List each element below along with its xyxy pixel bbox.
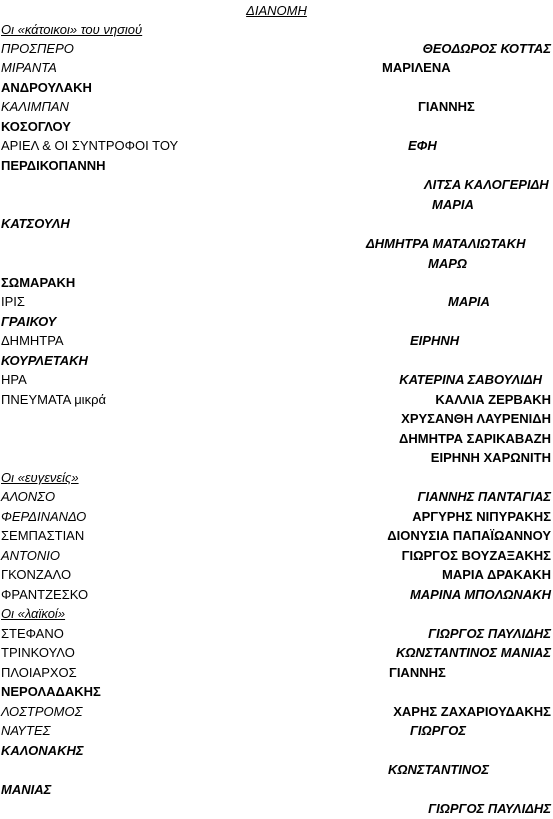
actor-surname: ΓΡΑΙΚΟΥ: [1, 314, 57, 329]
cast-line: [0, 799, 553, 819]
role-name: ΗΡΑ: [1, 372, 27, 387]
actor-name: ΜΑΡΙΑ: [432, 197, 474, 212]
actor-surname: ΜΑΝΙΑΣ: [1, 782, 52, 797]
cast-line: [0, 565, 553, 585]
actor-surname: ΣΩΜΑΡΑΚΗ: [1, 275, 76, 290]
cast-line: [0, 58, 553, 78]
actor-surname: ΠΕΡΔΙΚΟΠΑΝΝΗ: [1, 158, 106, 173]
role-name: ΔΗΜΗΤΡΑ: [1, 333, 64, 348]
cast-line: [0, 156, 553, 176]
section-heading-inhabitants: Οι «κάτοικοι» του νησιού: [1, 22, 143, 37]
cast-line: [0, 585, 553, 605]
role-name: ΣΤΕΦΑΝΟ: [1, 626, 64, 641]
cast-line: [0, 487, 553, 507]
actor-name: ΜΑΡΙΝΑ ΜΠΟΛΩΝΑΚΗ: [409, 587, 551, 602]
title-line: [0, 1, 553, 21]
actor-name: ΑΡΓΥΡΗΣ ΝΙΠΥΡΑΚΗΣ: [412, 509, 551, 524]
actor-name: ΓΙΑΝΝΗΣ ΠΑΝΤΑΓΙΑΣ: [417, 489, 551, 504]
role-name: ΑΝΤΟΝΙΟ: [1, 548, 60, 563]
actor-name: ΓΙΩΡΓΟΣ: [410, 723, 467, 738]
actor-name: ΓΙΩΡΓΟΣ ΠΑΥΛΙΔΗΣ: [428, 801, 551, 816]
cast-line: [0, 741, 553, 761]
cast-line: [0, 780, 553, 800]
actor-name: ΚΑΤΕΡΙΝΑ ΣΑΒΟΥΛΙΔΗ: [399, 372, 542, 387]
cast-line: [0, 136, 553, 156]
cast-line: [0, 663, 553, 683]
role-name: ΣΕΜΠΑΣΤΙΑΝ: [1, 528, 85, 543]
role-name: ΝΑΥΤΕΣ: [1, 723, 51, 738]
cast-line: [0, 429, 553, 449]
cast-line: [0, 312, 553, 332]
cast-line: [0, 624, 553, 644]
role-name: ΑΛΟΝΣΟ: [1, 489, 56, 504]
cast-line: [0, 448, 553, 468]
section-heading-line: [0, 20, 553, 40]
cast-line: [0, 409, 553, 429]
actor-name: ΛΙΤΣΑ ΚΑΛΟΓΕΡΙΔΗ: [424, 177, 549, 192]
cast-line: [0, 351, 553, 371]
role-name: ΙΡΙΣ: [1, 294, 25, 309]
role-name: ΑΡΙΕΛ & ΟΙ ΣΥΝΤΡΟΦΟΙ ΤΟΥ: [1, 138, 179, 153]
cast-line: [0, 643, 553, 663]
actor-name: ΚΑΛΛΙΑ ΖΕΡΒΑΚΗ: [435, 392, 551, 407]
cast-line: [0, 760, 553, 780]
cast-line: [0, 175, 553, 195]
actor-name: ΔΗΜΗΤΡΑ ΣΑΡΙΚΑΒΑΖΗ: [399, 431, 551, 446]
section-heading-line: [0, 468, 553, 488]
actor-name: ΘΕΟΔΩΡΟΣ ΚΟΤΤΑΣ: [422, 41, 551, 56]
actor-name: ΜΑΡΙΑ: [448, 294, 490, 309]
actor-name: ΕΙΡΗΝΗ: [410, 333, 460, 348]
actor-surname: ΚΟΣΟΓΛΟΥ: [1, 119, 71, 134]
actor-name: ΚΩΝΣΤΑΝΤΙΝΟΣ: [388, 762, 490, 777]
actor-name: ΕΙΡΗΝΗ ΧΑΡΩΝΙΤΗ: [430, 450, 551, 465]
cast-line: [0, 195, 553, 215]
role-name: ΦΕΡΔΙΝΑΝΔΟ: [1, 509, 87, 524]
role-name: ΦΡΑΝΤΖΕΣΚΟ: [1, 587, 89, 602]
actor-name: ΓΙΩΡΓΟΣ ΒΟΥΖΑΞΑΚΗΣ: [401, 548, 551, 563]
actor-surname: ΚΑΛΟΝΑΚΗΣ: [1, 743, 84, 758]
cast-line: [0, 78, 553, 98]
cast-line: [0, 370, 553, 390]
actor-surname: ΚΑΤΣΟΥΛΗ: [1, 216, 70, 231]
cast-line: [0, 507, 553, 527]
cast-line: [0, 117, 553, 137]
actor-name: ΓΙΩΡΓΟΣ ΠΑΥΛΙΔΗΣ: [428, 626, 551, 641]
actor-name: ΜΑΡΩ: [428, 256, 468, 271]
role-name: ΠΛΟΙΑΡΧΟΣ: [1, 665, 77, 680]
actor-name: ΜΑΡΙΛΕΝΑ: [382, 60, 451, 75]
cast-line: [0, 331, 553, 351]
cast-line: [0, 546, 553, 566]
document-title: ΔΙΑΝΟΜΗ: [246, 3, 307, 18]
cast-line: [0, 234, 553, 254]
cast-line: [0, 721, 553, 741]
actor-name: ΓΙΑΝΝΗΣ: [389, 665, 446, 680]
actor-surname: ΚΟΥΡΛΕΤΑΚΗ: [1, 353, 88, 368]
cast-line: [0, 39, 553, 59]
role-name: ΓΚΟΝΖΑΛΟ: [1, 567, 72, 582]
cast-line: [0, 254, 553, 274]
actor-name: ΧΡΥΣΑΝΘΗ ΛΑΥΡΕΝΙΔΗ: [401, 411, 551, 426]
actor-name: ΔΙΟΝΥΣΙΑ ΠΑΠΑΪΩΑΝΝΟΥ: [387, 528, 551, 543]
actor-name: ΚΩΝΣΤΑΝΤΙΝΟΣ ΜΑΝΙΑΣ: [396, 645, 551, 660]
cast-line: [0, 97, 553, 117]
cast-line: [0, 214, 553, 234]
actor-name: ΓΙΑΝΝΗΣ: [418, 99, 475, 114]
cast-line: [0, 292, 553, 312]
actor-name: ΔΗΜΗΤΡΑ ΜΑΤΑΛΙΩΤΑΚΗ: [366, 236, 526, 251]
section-heading-nobles: Οι «ευγενείς»: [1, 470, 79, 485]
actor-name: ΧΑΡΗΣ ΖΑΧΑΡΙΟΥΔΑΚΗΣ: [393, 704, 551, 719]
actor-name: ΕΦΗ: [408, 138, 437, 153]
section-heading-commoners: Οι «λαϊκοί»: [1, 606, 66, 621]
role-name: ΚΑΛΙΜΠΑΝ: [1, 99, 69, 114]
actor-surname: ΝΕΡΟΛΑΔΑΚΗΣ: [1, 684, 101, 699]
cast-line: [0, 526, 553, 546]
cast-line: [0, 682, 553, 702]
cast-line: [0, 390, 553, 410]
role-name: ΠΝΕΥΜΑΤΑ μικρά: [1, 392, 106, 407]
role-name: ΛΟΣΤΡΟΜΟΣ: [1, 704, 83, 719]
actor-surname: ΑΝΔΡΟΥΛΑΚΗ: [1, 80, 92, 95]
section-heading-line: [0, 604, 553, 624]
actor-name: ΜΑΡΙΑ ΔΡΑΚΑΚΗ: [441, 567, 551, 582]
role-name: ΜΙΡΑΝΤΑ: [1, 60, 57, 75]
cast-line: [0, 702, 553, 722]
role-name: ΠΡΟΣΠΕΡΟ: [1, 41, 74, 56]
cast-line: [0, 273, 553, 293]
role-name: ΤΡΙΝΚΟΥΛΟ: [1, 645, 75, 660]
